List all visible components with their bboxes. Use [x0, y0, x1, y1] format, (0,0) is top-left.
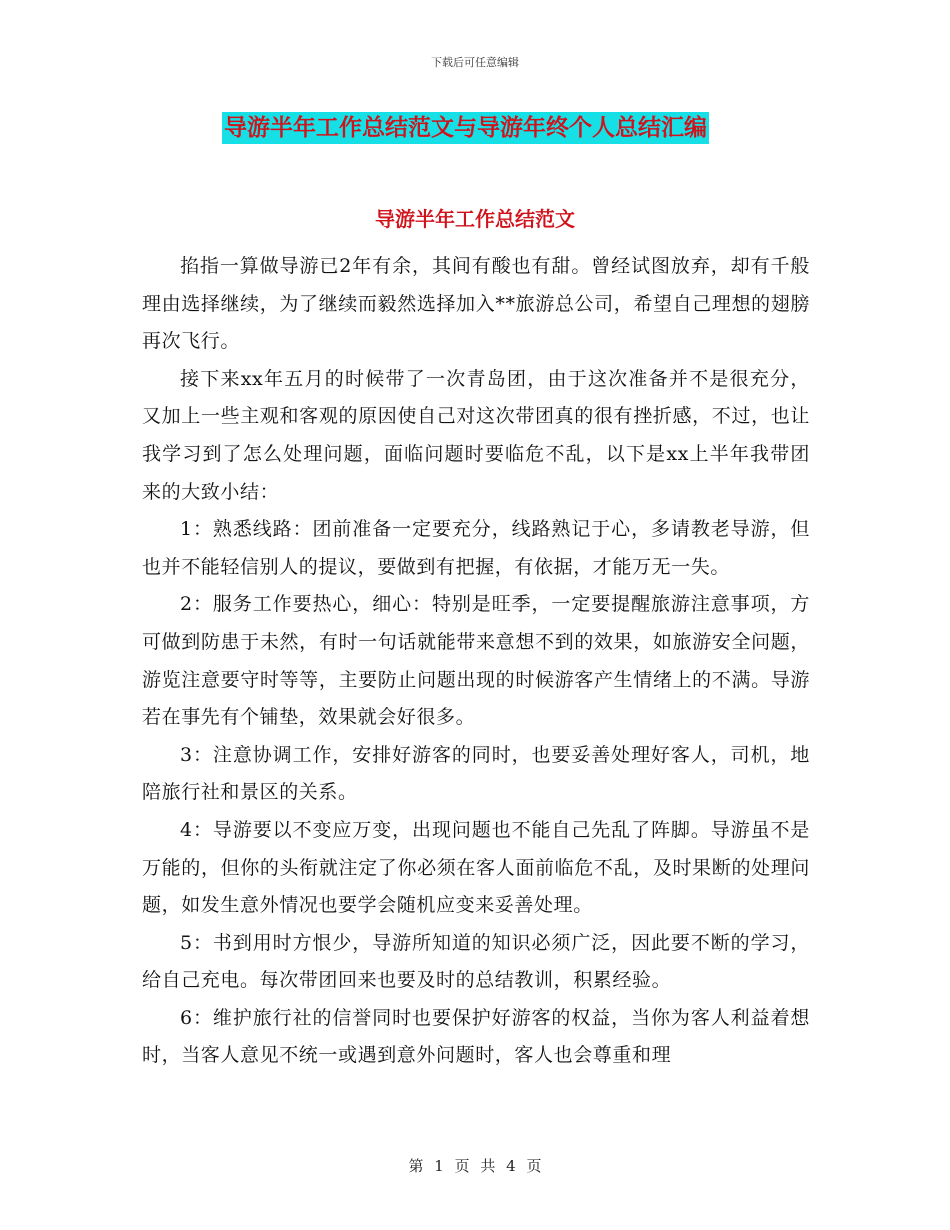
- paragraph-point-2: 2：服务工作要热心，细心：特别是旺季，一定要提醒旅游注意事项，方可做到防患于未然，有时一句话就能带来意想不到的效果，如旅游安全问题，游览注意要守时等等，主要防止问题出现的时候游客产生情绪上的不满。导游若在事先有个铺垫，效果就会好很多。: [142, 593, 810, 729]
- paragraph-point-5: 5：书到用时方恨少，导游所知道的知识必须广泛，因此要不断的学习，给自己充电。每次带团回来也要及时的总结教训，积累经验。: [142, 931, 810, 992]
- paragraph-summary-lead: 接下来xx年五月的时候带了一次青岛团，由于这次准备并不是很充分，又加上一些主观和客观的原因使自己对这次带团真的很有挫折感，不过，也让我学习到了怎么处理问题，面临问题时要临危不乱，以下是xx上半年我带团来的大致小结：: [142, 367, 810, 503]
- paragraph-point-6: 6：维护旅行社的信誉同时也要保护好游客的权益，当你为客人利益着想时，当客人意见不统一或遇到意外问题时，客人也会尊重和理: [142, 1006, 810, 1067]
- paragraph-point-1: 1：熟悉线路：团前准备一定要充分，线路熟记于心，多请教老导游，但也并不能轻信别人的提议，要做到有把握，有依据，才能万无一失。: [142, 518, 810, 578]
- paragraph-intro: 掐指一算做导游已2年有余，其间有酸也有甜。曾经试图放弃，却有千般理由选择继续，为了继续而毅然选择加入**旅游总公司，希望自己理想的翅膀再次飞行。: [142, 255, 810, 353]
- document-title: 导游半年工作总结范文与导游年终个人总结汇编: [222, 112, 709, 144]
- header-note: 下载后可任意编辑: [431, 56, 519, 69]
- body-text: [142, 248, 810, 1075]
- paragraph-point-4: 4：导游要以不变应万变，出现问题也不能自己先乱了阵脚。导游虽不是万能的，但你的头衔就注定了你必须在客人面前临危不乱，及时果断的处理问题，如发生意外情况也要学会随机应变来妥善处理。: [142, 818, 810, 917]
- page-number-footer: 第 1 页 共 4 页: [408, 1157, 542, 1175]
- section-title: 导游半年工作总结范文: [375, 207, 575, 231]
- paragraph-point-3: 3：注意协调工作，安排好游客的同时，也要妥善处理好客人，司机，地陪旅行社和景区的关系。: [142, 743, 810, 804]
